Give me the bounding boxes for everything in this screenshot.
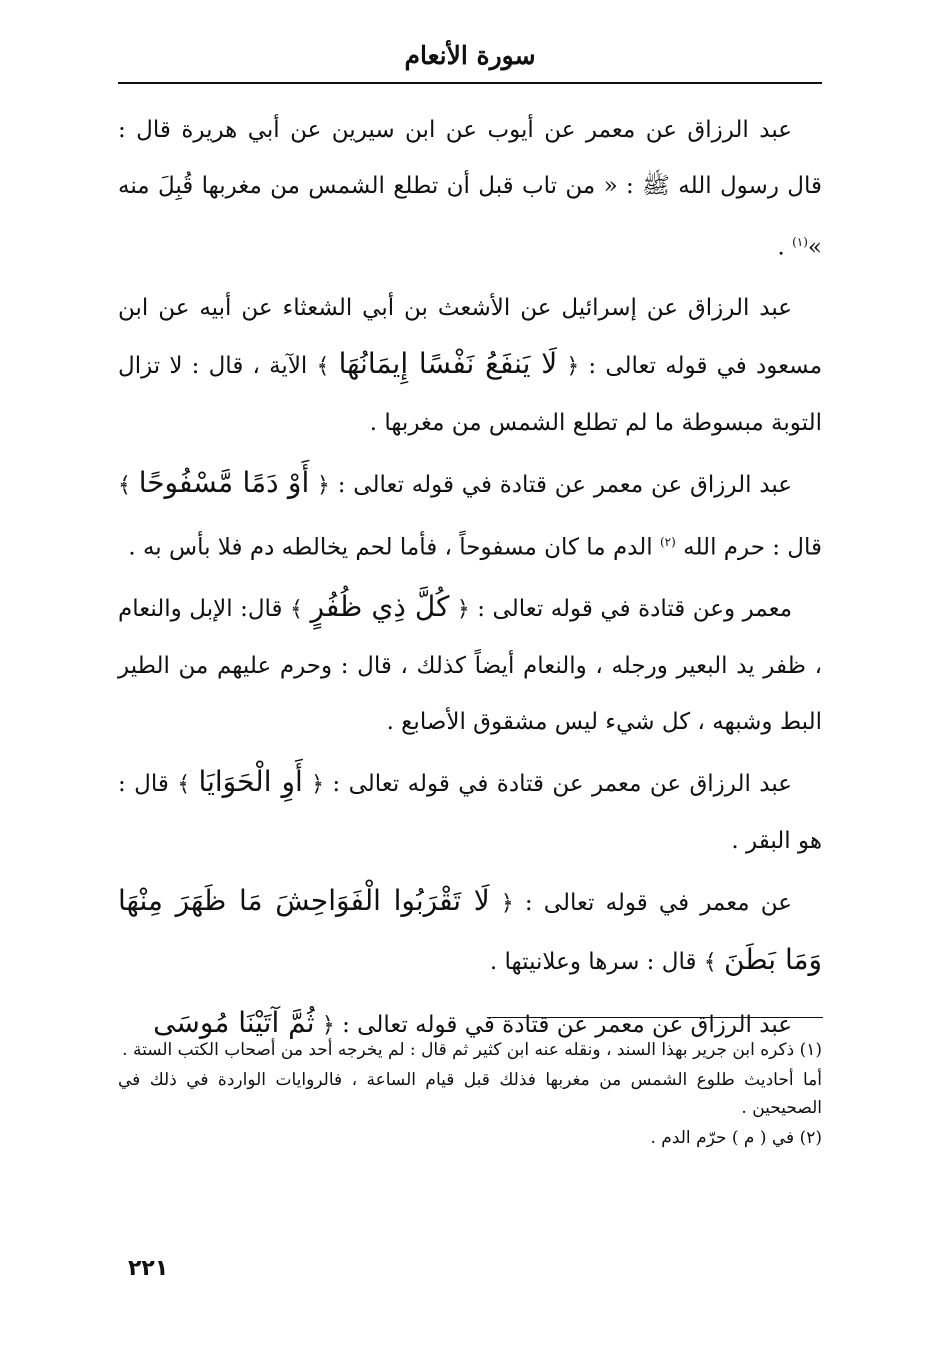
verse-open-bracket: ﴿ <box>321 1013 335 1039</box>
paragraph-2 <box>118 280 822 451</box>
paragraph-text: معمر وعن قتادة في قوله تعالى : <box>469 596 793 623</box>
quran-verse: ثُمَّ آتَيْنَا مُوسَى <box>153 1006 315 1040</box>
verse-open-bracket: ﴿ <box>500 891 514 917</box>
paragraph-text: . <box>777 234 793 261</box>
quran-verse: أَوْ دَمًا مَّسْفُوحًا <box>138 465 310 499</box>
page-title: سورة الأنعام <box>404 41 536 70</box>
quran-verse: أَوِ الْحَوَايَا <box>198 765 303 799</box>
paragraph-text: عبد الرزاق عن إسرائيل عن الأشعث بن أبي الشعثاء عن أبيه عن ابن مسعود في قوله تعالى : <box>118 294 823 379</box>
paragraph-text: قال : هو البقر . <box>118 771 822 855</box>
footnote-1-continued: أما أحاديث طلوع الشمس من مغربها فذلك قبل قيام الساعة ، فالروايات الواردة في ذلك في الصحيحين . <box>118 1070 822 1118</box>
paragraph-6 <box>118 873 822 991</box>
paragraph-text: عبد الرزاق عن معمر عن قتادة في قوله تعالى : <box>324 771 792 798</box>
verse-close-bracket: ﴾ <box>703 950 717 976</box>
paragraph-3 <box>118 455 822 576</box>
quran-verse: لَا تَقْرَبُوا الْفَوَاحِشَ مَا ظَهَرَ مِنْهَا وَمَا بَطَنَ <box>118 884 822 977</box>
footnote-ref[interactable]: (٢) <box>659 534 676 549</box>
paragraph-text: عبد الرزاق عن معمر عن أيوب عن ابن سيرين عن أبي هريرة قال : قال رسول الله ﷺ : « من تاب قبل أن تطلع الشمس من مغربها قُبِلَ منه » <box>118 117 822 261</box>
footnote-ref[interactable]: (١) <box>792 235 808 249</box>
paragraph-text: قال : حرم الله <box>683 534 822 561</box>
paragraph-text: قال: الإبل والنعام ، ظفر يد البعير ورجله ، والنعام أيضاً كذلك ، قال : وحرم عليهم من الطير البط وشبهه ، كل شيء ليس مشقوق الأصابع . <box>118 596 822 736</box>
main-text <box>118 102 822 1058</box>
paragraph-text: عبد الرزاق عن معمر عن قتادة في قوله تعالى : <box>334 1012 792 1039</box>
footnotes <box>118 1036 822 1154</box>
verse-open-bracket: ﴿ <box>311 772 325 798</box>
quran-verse: كُلَّ ذِي ظُفُرٍ <box>310 590 450 624</box>
paragraph-5 <box>118 754 822 869</box>
footnote-1: (١) ذكره ابن جرير بهذا السند ، ونقله عنه ابن كثير ثم قال : لم يخرجه أحد من أصحاب الكتب الستة . <box>122 1040 822 1060</box>
paragraph-text: الدم ما كان مسفوحاً ، فأما لحم يخالطه دم فلا بأس به . <box>128 534 660 561</box>
page-number: ٢٢١ <box>128 1256 169 1281</box>
page-header <box>118 36 822 84</box>
paragraph-text: عبد الرزاق عن معمر عن قتادة في قوله تعالى : <box>329 471 793 498</box>
verse-close-bracket: ﴾ <box>118 472 131 498</box>
quran-verse: لَا يَنفَعُ نَفْسًا إِيمَانُهَا <box>338 346 558 380</box>
footnote-2: (٢) في ( م ) حرّم الدم . <box>650 1128 822 1148</box>
verse-close-bracket: ﴾ <box>290 597 303 623</box>
verse-close-bracket: ﴾ <box>177 772 191 798</box>
verse-close-bracket: ﴾ <box>316 353 330 379</box>
paragraph-text: عن معمر في قوله تعالى : <box>513 890 792 917</box>
paragraph-4 <box>118 579 822 750</box>
verse-open-bracket: ﴿ <box>566 353 580 379</box>
verse-open-bracket: ﴿ <box>317 472 330 498</box>
paragraph-text: الآية ، قال : لا تزال التوبة مبسوطة ما لم تطلع الشمس من مغربها . <box>118 352 822 436</box>
paragraph-text: قال : سرها وعلانيتها . <box>489 949 704 976</box>
footnote-divider <box>487 1017 823 1018</box>
verse-open-bracket: ﴿ <box>456 597 470 623</box>
paragraph-1 <box>118 102 822 276</box>
